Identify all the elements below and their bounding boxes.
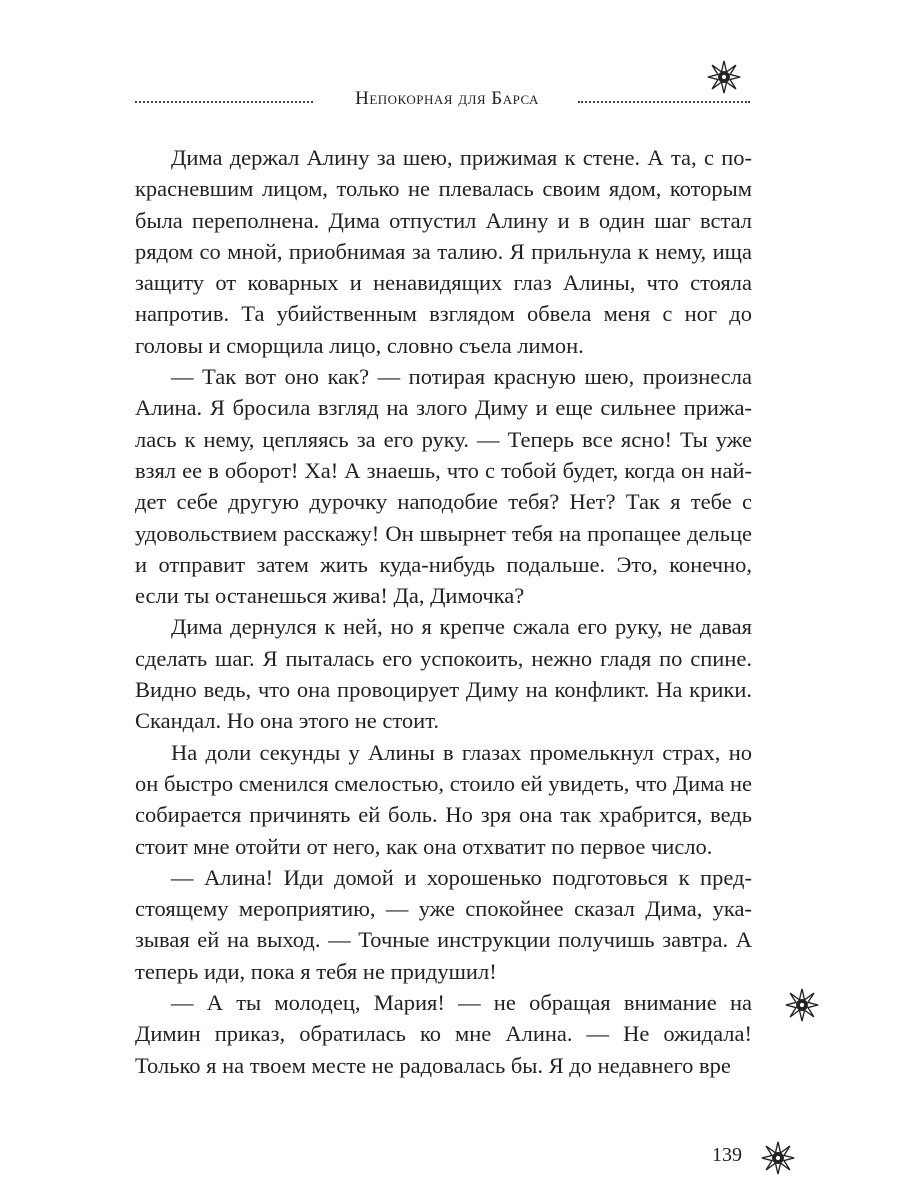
paragraph: Дима дернулся к ней, но я крепче сжала его руку, не давая сделать шаг. Я пыталась его успокоить, нежно гладя по спине. Видно ведь, что она провоцирует Диму на конфликт. На крики. Скандал. Но она этого не стоит. [135,614,752,734]
header-rule-right [578,101,750,103]
paragraph: — Так вот оно как? — потирая красную шею, произнесла Алина. Я бросила взгляд на злого Диму и еще сильнее прижалась к нему, цепляясь за его руку. — Теперь все ясно! Ты уже взял ее в оборот! Ха! А знаешь, что с тобой будет, когда он найдет себе другую дурочку наподобие тебя? Нет? Так я тебе с удовольствием расскажу! Он швырнет тебя на пропащее дельце и отправит затем жить куда-нибудь подальше. Это, конечно, если ты останешься жива! Да, Димочка? [135,364,752,609]
body-text [135,142,752,1081]
running-title: Непокорная для Барса [355,88,539,109]
page-number: 139 [712,1144,742,1166]
paragraph: — Алина! Иди домой и хорошенько подготовься к предстоящему мероприятию, — уже спокойнее сказал Дима, указывая ей на выход. — Точные инструкции получишь завтра. А теперь иди, пока я тебя не придушил! [135,864,752,984]
margin-star-ornament-icon [785,988,819,1022]
paragraph: Дима держал Алину за шею, прижимая к стене. А та, с покрасневшим лицом, только не плевалась своим ядом, которым была переполнена. Дима отпустил Алину и в один шаг встал рядом со мной, приобнимая за талию. Я прильнула к нему, ища защиту от коварных и ненавидящих глаз Алины, что стояла напротив. Та убийственным взглядом обвела меня с ног до головы и сморщила лицо, словно съела лимон. [135,145,752,358]
star-ornament-icon [707,60,741,94]
paragraph: — А ты молодец, Мария! — не обращая внимание на Димин приказ, обратилась ко мне Алина. — Не ожидала! Только я на твоем месте не радовалась бы. Я до недавнего вре [135,990,752,1078]
paragraph: На доли секунды у Алины в глазах промелькнул страх, но он быстро сменился смелостью, стоило ей увидеть, что Дима не собирается причинять ей боль. Но зря она так храбрится, ведь стоит мне отойти от него, как она отхватит по первое число. [135,739,752,859]
header-rule-left [135,101,313,103]
footer-star-ornament-icon [761,1141,795,1175]
